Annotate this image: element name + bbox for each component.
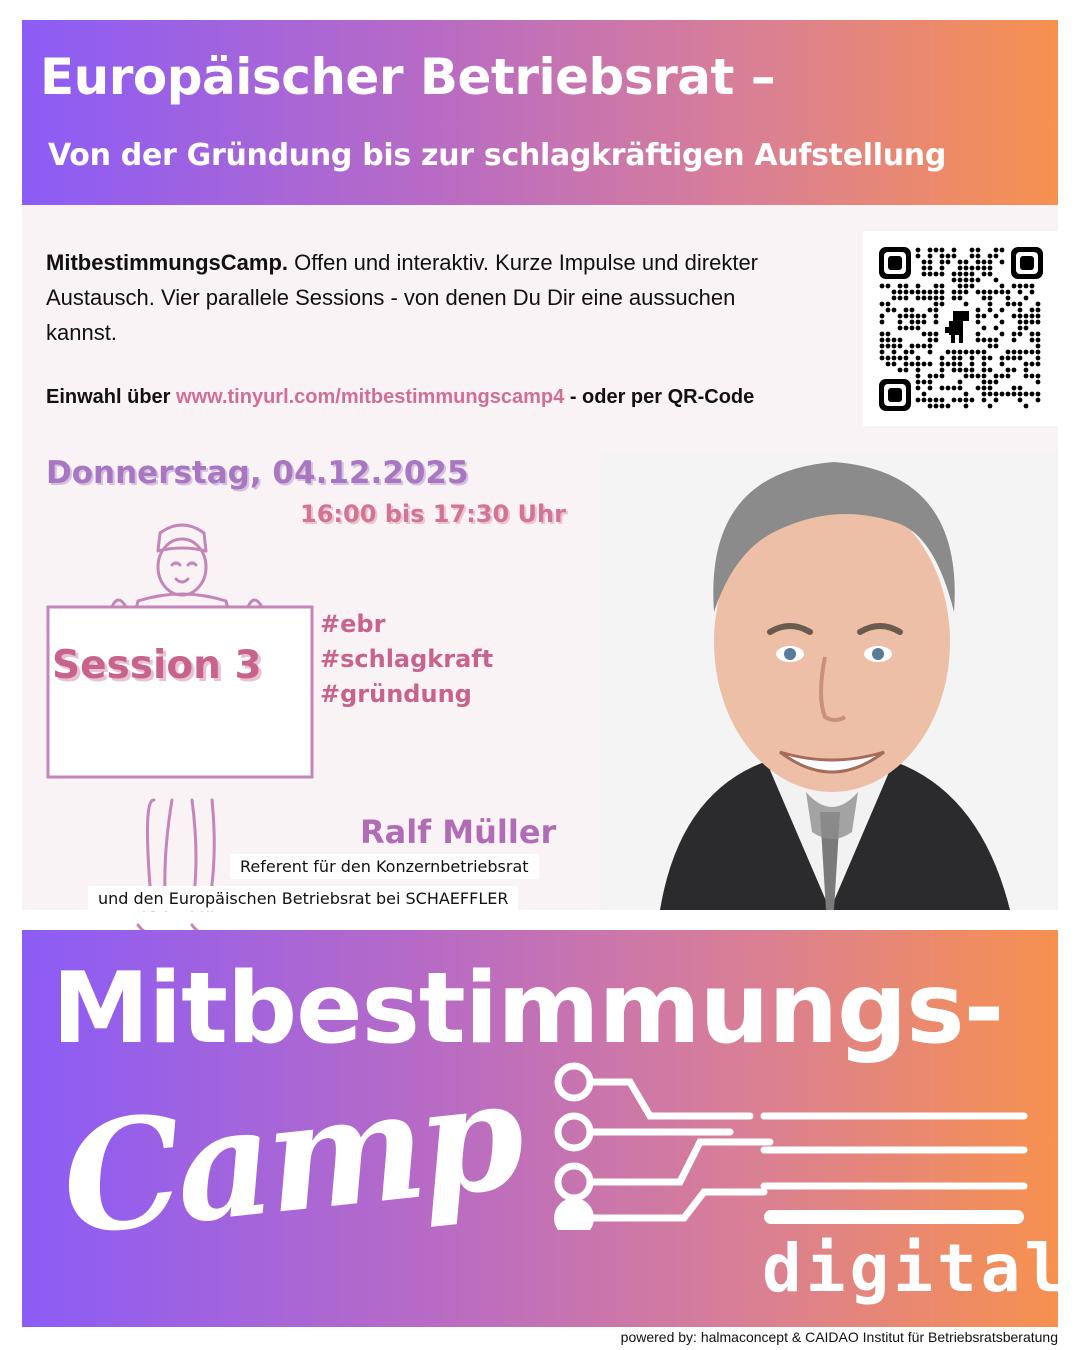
speaker-role-line-1: Referent für den Konzernbetriebsrat bbox=[230, 854, 539, 879]
qr-code[interactable] bbox=[863, 231, 1058, 426]
event-time: 16:00 bis 17:30 Uhr bbox=[300, 500, 566, 528]
hashtag-item: #ebr bbox=[320, 610, 386, 638]
page-subtitle: Von der Gründung bis zur schlagkräftigen Aufstellung bbox=[48, 138, 947, 173]
hashtag-list bbox=[320, 607, 493, 712]
dial-in-line bbox=[46, 386, 754, 409]
dial-in-suffix: - oder per QR-Code bbox=[564, 386, 755, 408]
hashtag-item: #schlagkraft bbox=[320, 645, 494, 673]
dial-in-prefix: Einwahl über bbox=[46, 386, 177, 408]
credits-text: powered by: halmaconcept & CAIDAO Institut für Betriebsratsberatung bbox=[620, 1329, 1058, 1345]
hashtag-item: #gründung bbox=[320, 680, 472, 708]
brand-camp-script: Camp bbox=[54, 1046, 527, 1270]
event-date: Donnerstag, 04.12.2025 bbox=[46, 455, 469, 491]
brand-title: Mitbestimmungs- bbox=[52, 952, 1004, 1066]
speaker-role-line-2: und den Europäischen Betriebsrat bei SCHAEFFLER bbox=[88, 886, 518, 911]
intro-bold: MitbestimmungsCamp. bbox=[46, 250, 289, 275]
session-label: Session 3 bbox=[52, 643, 262, 688]
page-title: Europäischer Betriebsrat – bbox=[40, 48, 776, 106]
speaker-name: Ralf Müller bbox=[360, 813, 557, 851]
circuit-icon bbox=[552, 1060, 1052, 1230]
brand-digital: digital bbox=[762, 1230, 1069, 1307]
person-illustration bbox=[42, 515, 322, 945]
intro-text bbox=[46, 245, 806, 350]
speaker-photo bbox=[600, 452, 1058, 910]
brand-banner bbox=[22, 930, 1069, 1327]
header-banner bbox=[22, 20, 1058, 205]
qr-code-graphic bbox=[879, 247, 1043, 411]
info-panel bbox=[22, 205, 1058, 910]
intro-body: Offen und interaktiv. Kurze Impulse und direkter Austausch. Vier parallele Sessions - von denen Du Dir eine aussuchen kannst. bbox=[46, 250, 759, 345]
dino-icon bbox=[945, 311, 969, 343]
dial-in-link[interactable]: www.tinyurl.com/mitbestimmungscamp4 bbox=[176, 386, 565, 408]
